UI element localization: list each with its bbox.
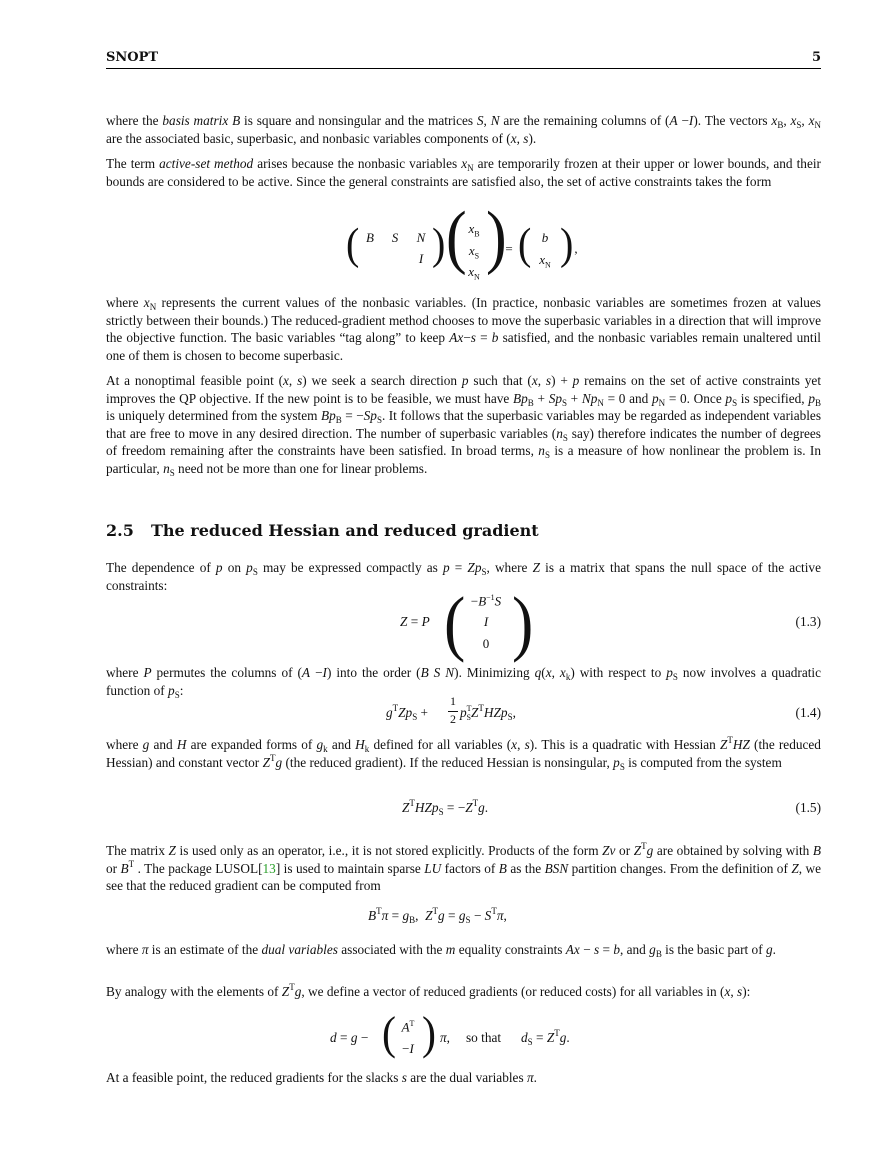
paragraph-6: where P permutes the columns of (A −I) into the order (B S N). Minimizing q(x, $x_k$) with respect to $p_S$ now involves a quadratic function of $p_S$: <box>106 665 822 700</box>
paragraph-11: At a feasible point, the reduced gradients for the slacks s are the dual variables π. <box>106 1070 537 1085</box>
paragraph-5: The dependence of p on $p_S$ may be expressed compactly as $p = Zp_S$, where Z is a matrix that spans the null space of the active constraints: <box>106 560 821 593</box>
citation-link[interactable]: 13 <box>262 860 276 876</box>
paragraph-1: where the basis matrix B is square and nonsingular and the matrices S, N are the remaining columns of (A −I). The vectors $x_B$, $x_S$, $x_N$ are the associated basic, superbasic, and nonbasic variables components of (x, s). <box>106 113 821 146</box>
header-title: SNOPT <box>106 50 159 65</box>
running-header <box>106 50 821 65</box>
section-heading <box>106 521 821 540</box>
paragraph-4: At a nonoptimal feasible point (x, s) we seek a search direction p such that (x, s) + p remains on the set of active constraints yet improves the QP objective. If the new point is to be feasible, we must have $Bp_B + Sp_S + Np_N = 0$ and $p_N = 0$. Once $p_S$ is specified, $p_B$ is uniquely determined from the system $Bp_B = -Sp_S$. It follows that the superbasic variables may be regarded as independent variables that are free to move in any desired direction. The number of superbasic variables ($n_S$ say) therefore indicates the number of degrees of freedom remaining after the constraints have been satisfied. In broad terms, $n_S$ is a measure of how nonlinear the problem is. In particular, $n_S$ need not be more than one for linear problems. <box>106 373 822 478</box>
document-page: SNOPT 5 where the basis matrix B is square and nonsingular and the matrices S, N are the remaining columns of (A −I). The vectors $x_B$, $x_S$, $x_N$ are the associated basic, superbasic, and nonbasic variables components of (x, s). The term active-set method arises because the nonbasic variables $x_N$ are temporarily frozen at their upper or lower bounds, and their bounds are considered to be active. Since the general constraints are satisfied also, the set of active constraints takes the form ( B S N I ) ( $x_B$ $x_S$ $x_N$ ) = ( b $x_N$ ) , where $x_N$ represents the current values of the nonbasic variables. (In practice, nonbasic variables are sometimes frozen at values strictly between their bounds.) The reduced-gradient method chooses to move the superbasic variables in a direction that will improve the objective function. The basic variables “tag along” to keep Ax−s = b satisfied, and the nonbasic variables remain unaltered until one of them is chosen to become superbasic. At a nonoptimal feasible point (x, s) we seek a search direction p such that (x, s) + p remains on the set of active constraints yet improves the QP objective. If the new point is to be feasible, we must have $Bp_B + Sp_S + Np_N = 0$ and $p_N = 0$. Once $p_S$ is specified, $p_B$ is uniquely determined from the system $Bp_B = -Sp_S$. It follows that the superbasic variables may be regarded as independent variables that are free to move in any desired direction. The number of superbasic variables ($n_S$ say) therefore indicates the number of degrees of freedom remaining after the constraints have been satisfied. In broad terms, $n_S$ is a measure of how nonlinear the problem is. In particular, $n_S$ need not be more than one for linear problems. 2.5 The reduced Hessian and reduced gradient The dependence of p on $p_S$ may be expressed compactly as $p = Zp_S$, where Z is a matrix that spans the null space of the active constraints: Z = P ( $-B^{-1}S$ I 0 ) (1.3) where P permutes the columns of (A −I) into the order (B S N). Minimizing q(x, $x_k$) with respect to $p_S$ now involves a quadratic function of $p_S$: $g^TZp_S$ + 1 2 $p^T_SZ^THZp_S$, (1.4) where g and H are expanded forms of $g_k$ and $H_k$ defined for all variables (x, s). This is a quadratic with Hessian $Z^THZ$ (the reduced Hessian) and constant vector $Z^Tg$ (the reduced gradient). If the reduced Hessian is nonsingular, $p_S$ is computed from the system $Z^THZp_S = -Z^Tg$. (1.5) The matrix Z is used only as an operator, i.e., it is not stored explicitly. Products of the form Zv or $Z^Tg$ are obtained by solving with B or $B^T$ . The package LUSOL[13] is used to maintain sparse LU factors of B as the BSN partition changes. From the definition of Z, we see that the reduced gradient can be computed from $B^T\pi = g_B$, $Z^Tg = g_S - S^T\pi$, where π is an estimate of the dual variables associated with the m equality constraints Ax − s = b, and $g_B$ is the basic part of g. By analogy with the elements of $Z^Tg$, we define a vector of reduced gradients (or reduced costs) for all variables in (x, s): d = g − ( $A^T$ −I ) π, so that $d_S = Z^Tg$. At a feasible point, the reduced gradients for the slacks s are the dual variables π. <box>106 50 822 1085</box>
paragraph-3: where $x_N$ represents the current values of the nonbasic variables. (In practice, nonbasic variables are sometimes frozen at values strictly between their bounds.) The reduced-gradient method chooses to move the superbasic variables in a direction that will improve the objective function. The basic variables “tag along” to keep Ax−s = b satisfied, and the nonbasic variables remain unaltered until one of them is chosen to become superbasic. <box>106 295 822 363</box>
section-number: 2.5 <box>106 521 134 540</box>
paragraph-7: where g and H are expanded forms of $g_k$ and $H_k$ defined for all variables (x, s). This is a quadratic with Hessian $Z^THZ$ (the reduced Hessian) and constant vector $Z^Tg$ (the reduced gradient). If the reduced Hessian is nonsingular, $p_S$ is computed from the system <box>106 735 821 772</box>
paragraph-8: The matrix Z is used only as an operator, i.e., it is not stored explicitly. Products of the form Zv or $Z^Tg$ are obtained by solving with B or $B^T$ . The package LUSOL[13] is used to maintain sparse LU factors of B as the BSN partition changes. From the definition of Z, we see that the reduced gradient can be computed from <box>106 841 822 894</box>
paragraph-2: The term active-set method arises because the nonbasic variables $x_N$ are temporarily frozen at their upper or lower bounds, and their bounds are considered to be active. Since the general constraints are satisfied also, the set of active constraints takes the form <box>106 156 821 189</box>
equation-number-1-4: (1.4) <box>795 705 821 720</box>
header-rule <box>106 68 821 69</box>
equation-number-1-5: (1.5) <box>795 800 821 815</box>
so-that-text: so that <box>466 1030 502 1045</box>
header-page-number: 5 <box>811 50 821 65</box>
equation-number-1-3: (1.3) <box>795 614 821 629</box>
paragraph-9: where π is an estimate of the dual variables associated with the m equality constraints Ax − s = b, and $g_B$ is the basic part of g. <box>106 942 776 959</box>
paragraph-10: By analogy with the elements of $Z^Tg$, we define a vector of reduced gradients (or reduced costs) for all variables in (x, s): <box>106 982 751 999</box>
section-title: The reduced Hessian and reduced gradient <box>151 521 539 540</box>
